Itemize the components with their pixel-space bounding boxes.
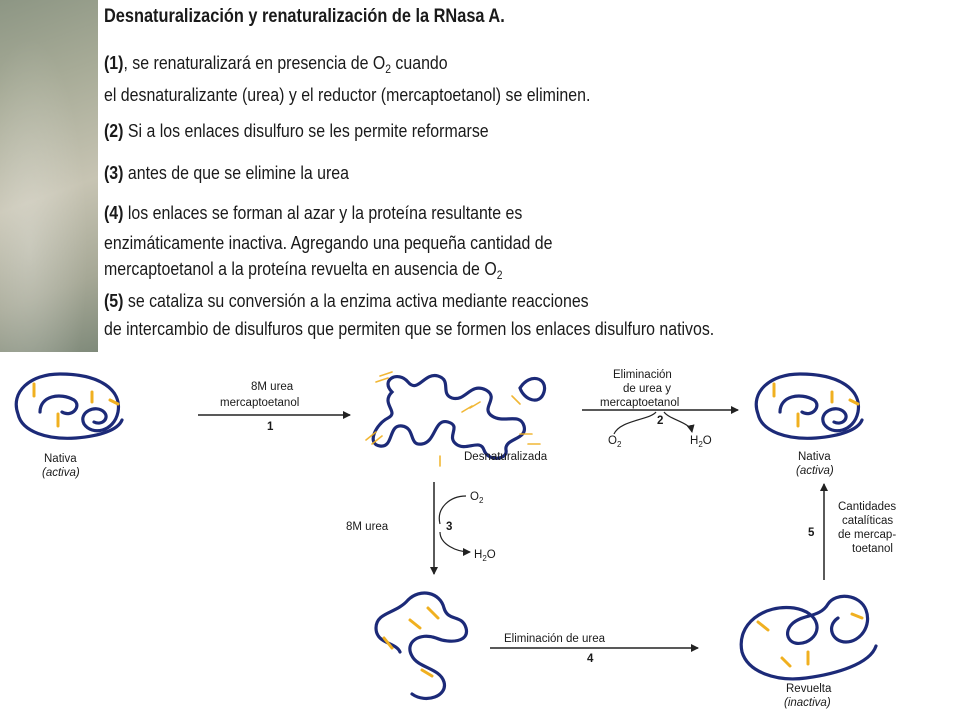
step-3-label: 8M urea <box>346 521 389 533</box>
step-3-o2-label: $O_2$ <box>470 491 484 505</box>
step-number: (5) <box>104 290 124 311</box>
native-protein-right <box>756 374 862 438</box>
step-3-h2o-label: $H_2O$ <box>474 549 496 563</box>
step-text: cuando <box>390 52 448 73</box>
step-text: los enlaces se forman al azar y la proteína resultante es <box>123 202 523 223</box>
step-2-text <box>104 120 489 142</box>
step-2-line-3: mercaptoetanol <box>600 397 680 409</box>
native-protein-left <box>16 374 122 438</box>
step-text: antes de que se elimine la urea <box>123 162 350 183</box>
step-4-continuation-2 <box>104 258 502 280</box>
step-1-continuation: el desnaturalizante (urea) y el reductor (mercaptoetanol) se eliminen. <box>104 84 591 105</box>
step-4-continuation: enzimáticamente inactiva. Agregando una pequeña cantidad de <box>104 232 553 253</box>
step-text: se cataliza su conversión a la enzima activa mediante reacciones <box>123 290 589 311</box>
step-2-line-1: Eliminación <box>613 369 672 381</box>
step-1-line-2: mercaptoetanol <box>220 397 300 409</box>
step-5-line-1: Cantidades <box>838 501 897 513</box>
subscript: 2 <box>496 268 503 282</box>
step-3-h2o-curve <box>440 532 470 552</box>
step-2-line-2: de urea y <box>623 383 671 395</box>
step-3-text <box>104 162 349 184</box>
decorative-background-image <box>0 0 98 352</box>
scrambled-state: (inactiva) <box>784 697 831 709</box>
scrambled-label: Revuelta <box>786 683 832 695</box>
step-4-label: Eliminación de urea <box>504 633 606 645</box>
step-1-line-1: 8M urea <box>251 381 294 393</box>
native-right-state: (activa) <box>796 465 834 477</box>
step-2-h2o-label: $H_2O$ <box>690 435 712 449</box>
step-2-number: 2 <box>657 415 664 427</box>
slide-title: Desnaturalización y renaturalización de la RNasa A. <box>104 6 505 27</box>
step-4-number: 4 <box>587 653 594 665</box>
step-5-text <box>104 290 589 312</box>
native-left-label: Nativa <box>44 453 77 465</box>
step-number: (1) <box>104 52 124 73</box>
step-1-text <box>104 52 448 74</box>
scrambled-protein <box>741 596 876 679</box>
step-5-line-3: de mercap- <box>838 529 897 541</box>
step-text: mercaptoetanol a la proteína revuelta en ausencia de O <box>104 258 497 279</box>
step-number: (4) <box>104 202 124 223</box>
denatured-label: Desnaturalizada <box>464 451 548 463</box>
step-1-number: 1 <box>267 421 274 433</box>
step-number: (2) <box>104 120 124 141</box>
subscript: 2 <box>385 62 391 76</box>
step-text: Si a los enlaces disulfuro se les permite reformarse <box>123 120 489 141</box>
intermediate-protein <box>376 593 467 698</box>
step-5-line-2: catalíticas <box>842 515 894 527</box>
step-5-number: 5 <box>808 527 815 539</box>
step-5-line-4: toetanol <box>852 543 893 555</box>
step-4-text <box>104 202 522 224</box>
step-text: , se renaturalizará en presencia de O <box>123 52 386 73</box>
step-3-number: 3 <box>446 521 453 533</box>
step-5-continuation: de intercambio de disulfuros que permiten que se formen los enlaces disulfuro nativos. <box>104 318 715 339</box>
step-3-o2-curve <box>439 496 466 524</box>
step-2-h2o-curve <box>664 412 692 432</box>
rnasa-folding-diagram <box>0 352 960 720</box>
step-2-o2-curve <box>614 412 656 434</box>
step-2-o2-label: $O_2$ <box>608 435 622 449</box>
native-left-state: (activa) <box>42 467 80 479</box>
description-text <box>104 0 954 352</box>
step-number: (3) <box>104 162 124 183</box>
native-right-label: Nativa <box>798 451 831 463</box>
